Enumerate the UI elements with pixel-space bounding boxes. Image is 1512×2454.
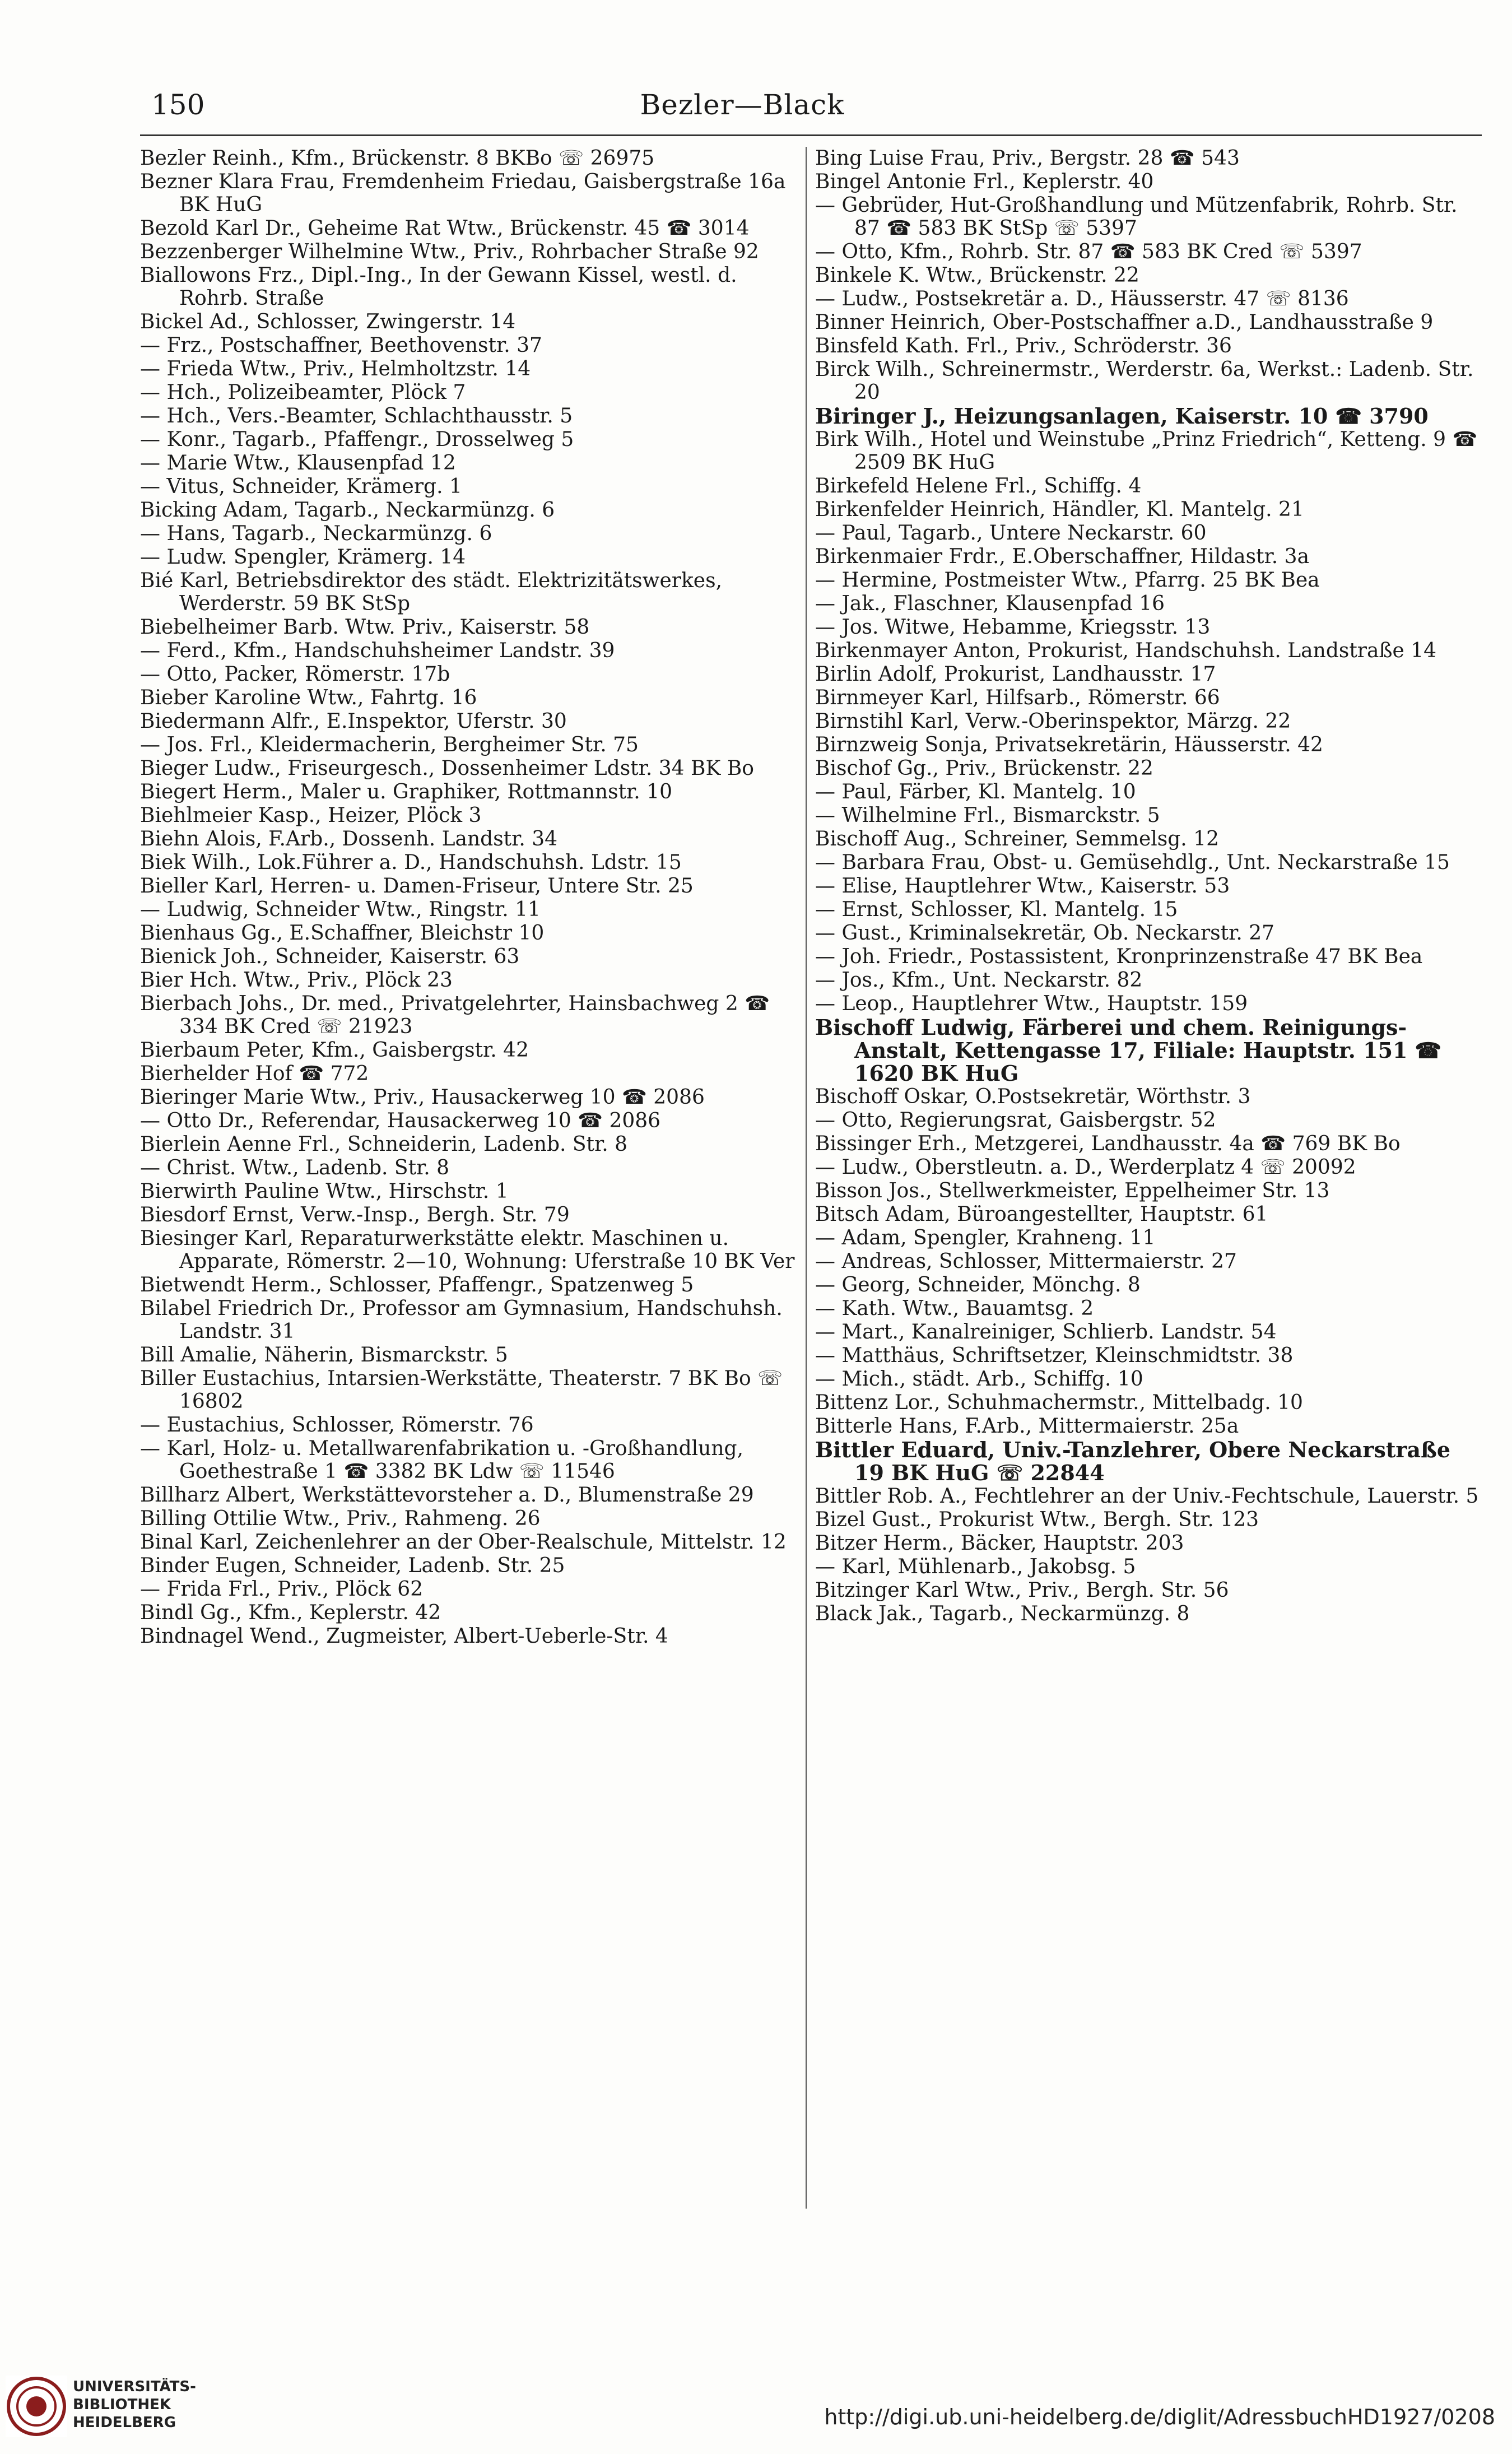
directory-entry: Bienhaus Gg., E.Schaffner, Bleichstr 10 bbox=[140, 922, 545, 945]
library-logo[interactable] bbox=[6, 2376, 241, 2443]
directory-entry: Bieger Ludw., Friseurgesch., Dossenheimer Ldstr. 34 BK Bo bbox=[140, 757, 754, 780]
directory-entry: Bietwendt Herm., Schlosser, Pfaffengr., Spatzenweg 5 bbox=[140, 1274, 694, 1296]
directory-entry: Birkenmaier Frdr., E.Oberschaffner, Hildastr. 3a bbox=[815, 545, 1310, 568]
directory-entry: — Vitus, Schneider, Krämerg. 1 bbox=[140, 475, 462, 498]
directory-entry: — Otto Dr., Referendar, Hausackerweg 10 ☎ 2086 bbox=[140, 1109, 661, 1132]
directory-entry: Bierbach Johs., Dr. med., Privatgelehrter, Hainsbachweg 2 ☎ 334 BK Cred ☏ 21923 bbox=[140, 992, 770, 1038]
library-logo-text bbox=[73, 2378, 196, 2432]
directory-entry: — Gebrüder, Hut-Großhandlung und Mützenfabrik, Rohrb. Str. 87 ☎ 583 BK StSp ☏ 5397 bbox=[815, 194, 1458, 240]
logo-line: BIBLIOTHEK bbox=[73, 2396, 171, 2413]
directory-entry: Bezold Karl Dr., Geheime Rat Wtw., Brückenstr. 45 ☎ 3014 bbox=[140, 217, 750, 240]
directory-entry: Bieber Karoline Wtw., Fahrtg. 16 bbox=[140, 686, 477, 709]
directory-entry: — Wilhelmine Frl., Bismarckstr. 5 bbox=[815, 804, 1160, 827]
directory-entry: Bischoff Ludwig, Färberei und chem. Reinigungs-Anstalt, Kettengasse 17, Filiale: Hauptstr. 151 ☎ 1620 BK HuG bbox=[815, 1015, 1442, 1086]
directory-entry: Bischoff Oskar, O.Postsekretär, Wörthstr. 3 bbox=[815, 1085, 1251, 1108]
directory-entry: — Barbara Frau, Obst- u. Gemüsehdlg., Unt. Neckarstraße 15 bbox=[815, 851, 1450, 874]
directory-entry: — Hch., Vers.-Beamter, Schlachthausstr. 5 bbox=[140, 405, 573, 427]
page-footer bbox=[0, 2353, 1512, 2454]
directory-entry: Biesdorf Ernst, Verw.-Insp., Bergh. Str. 79 bbox=[140, 1203, 570, 1226]
directory-entry: Billing Ottilie Wtw., Priv., Rahmeng. 26 bbox=[140, 1507, 541, 1530]
directory-entry: Billharz Albert, Werkstättevorsteher a. D., Blumenstraße 29 bbox=[140, 1484, 754, 1507]
directory-entry: — Andreas, Schlosser, Mittermaierstr. 27 bbox=[815, 1250, 1237, 1273]
library-seal-icon bbox=[6, 2376, 67, 2437]
directory-entry: Birkenfelder Heinrich, Händler, Kl. Mantelg. 21 bbox=[815, 498, 1304, 521]
directory-entry: — Matthäus, Schriftsetzer, Kleinschmidtstr. 38 bbox=[815, 1344, 1294, 1367]
directory-entry: — Mich., städt. Arb., Schiffg. 10 bbox=[815, 1368, 1143, 1391]
directory-entry: Biebelheimer Barb. Wtw. Priv., Kaiserstr. 58 bbox=[140, 616, 590, 639]
directory-entry: — Hans, Tagarb., Neckarmünzg. 6 bbox=[140, 522, 492, 545]
directory-entry: — Georg, Schneider, Mönchg. 8 bbox=[815, 1274, 1141, 1296]
column-divider bbox=[806, 147, 807, 2209]
directory-entry: Bieringer Marie Wtw., Priv., Hausackerweg 10 ☎ 2086 bbox=[140, 1086, 705, 1109]
directory-entry: — Hch., Polizeibeamter, Plöck 7 bbox=[140, 381, 466, 404]
directory-entry: Black Jak., Tagarb., Neckarmünzg. 8 bbox=[815, 1602, 1190, 1625]
directory-entry: Bissinger Erh., Metzgerei, Landhausstr. 4a ☎ 769 BK Bo bbox=[815, 1132, 1401, 1155]
directory-entry: Bittenz Lor., Schuhmachermstr., Mittelbadg. 10 bbox=[815, 1391, 1303, 1414]
directory-entry: Bierlein Aenne Frl., Schneiderin, Ladenb. Str. 8 bbox=[140, 1133, 628, 1156]
directory-entry: Biller Eustachius, Intarsien-Werkstätte, Theaterstr. 7 BK Bo ☏ 16802 bbox=[140, 1367, 783, 1413]
directory-entry: — Frieda Wtw., Priv., Helmholtzstr. 14 bbox=[140, 357, 531, 380]
directory-entry: Binner Heinrich, Ober-Postschaffner a.D., Landhausstraße 9 bbox=[815, 311, 1434, 334]
directory-entry: — Hermine, Postmeister Wtw., Pfarrg. 25 BK Bea bbox=[815, 569, 1320, 592]
directory-entry: — Joh. Friedr., Postassistent, Kronprinzenstraße 47 BK Bea bbox=[815, 945, 1423, 968]
directory-entry: Biallowons Frz., Dipl.-Ing., In der Gewann Kissel, westl. d. Rohrb. Straße bbox=[140, 264, 737, 310]
directory-entry: Bittler Eduard, Univ.-Tanzlehrer, Obere Neckarstraße 19 BK HuG ☏ 22844 bbox=[815, 1437, 1451, 1485]
directory-entry: Biedermann Alfr., E.Inspektor, Uferstr. 30 bbox=[140, 710, 567, 733]
directory-entry: Bierhelder Hof ☎ 772 bbox=[140, 1062, 369, 1085]
logo-line: HEIDELBERG bbox=[73, 2414, 176, 2431]
directory-entry: Bitzer Herm., Bäcker, Hauptstr. 203 bbox=[815, 1532, 1184, 1555]
directory-entry: — Adam, Spengler, Krahneng. 11 bbox=[815, 1226, 1156, 1249]
directory-entry: — Ernst, Schlosser, Kl. Mantelg. 15 bbox=[815, 898, 1178, 921]
directory-entry: — Mart., Kanalreiniger, Schlierb. Landstr. 54 bbox=[815, 1321, 1277, 1344]
directory-entry: Biehn Alois, F.Arb., Dossenh. Landstr. 34 bbox=[140, 828, 558, 850]
directory-entry: — Leop., Hauptlehrer Wtw., Hauptstr. 159 bbox=[815, 992, 1248, 1015]
directory-entry: Bieller Karl, Herren- u. Damen-Friseur, Untere Str. 25 bbox=[140, 875, 694, 898]
directory-entry: — Christ. Wtw., Ladenb. Str. 8 bbox=[140, 1156, 450, 1179]
directory-entry: Binkele K. Wtw., Brückenstr. 22 bbox=[815, 264, 1139, 287]
directory-entry: — Jos. Witwe, Hebamme, Kriegsstr. 13 bbox=[815, 616, 1211, 639]
directory-entry: — Ludw. Spengler, Krämerg. 14 bbox=[140, 546, 466, 569]
header-rule bbox=[140, 134, 1482, 136]
directory-entry: — Frida Frl., Priv., Plöck 62 bbox=[140, 1578, 424, 1601]
directory-entry: — Eustachius, Schlosser, Römerstr. 76 bbox=[140, 1414, 534, 1437]
directory-entry: Bitterle Hans, F.Arb., Mittermaierstr. 25a bbox=[815, 1415, 1239, 1438]
directory-entry: Bicking Adam, Tagarb., Neckarmünzg. 6 bbox=[140, 499, 555, 522]
directory-entry: Birnzweig Sonja, Privatsekretärin, Häusserstr. 42 bbox=[815, 733, 1323, 756]
logo-line: UNIVERSITÄTS- bbox=[73, 2378, 196, 2395]
directory-entry: Birlin Adolf, Prokurist, Landhausstr. 17 bbox=[815, 663, 1216, 686]
directory-entry: Birkenmayer Anton, Prokurist, Handschuhsh. Landstraße 14 bbox=[815, 639, 1437, 662]
directory-entry: Bezzenberger Wilhelmine Wtw., Priv., Rohrbacher Straße 92 bbox=[140, 240, 759, 263]
directory-entry: Bilabel Friedrich Dr., Professor am Gymnasium, Handschuhsh. Landstr. 31 bbox=[140, 1297, 783, 1343]
directory-entry: Bienick Joh., Schneider, Kaiserstr. 63 bbox=[140, 945, 520, 968]
directory-entry: Bischoff Aug., Schreiner, Semmelsg. 12 bbox=[815, 828, 1219, 850]
directory-entry: Birkefeld Helene Frl., Schiffg. 4 bbox=[815, 475, 1142, 498]
directory-entry: Biringer J., Heizungsanlagen, Kaiserstr. 10 ☎ 3790 bbox=[815, 403, 1429, 429]
directory-entry: Birck Wilh., Schreinermstr., Werderstr. 6a, Werkst.: Ladenb. Str. 20 bbox=[815, 358, 1474, 404]
running-head: Bezler—Black bbox=[640, 89, 845, 121]
directory-entry: — Ludw., Oberstleutn. a. D., Werderplatz 4 ☏ 20092 bbox=[815, 1156, 1356, 1179]
directory-entry: Bezner Klara Frau, Fremdenheim Friedau, Gaisbergstraße 16a BK HuG bbox=[140, 170, 786, 216]
page-header bbox=[140, 84, 1344, 123]
directory-entry: Bitzinger Karl Wtw., Priv., Bergh. Str. 56 bbox=[815, 1579, 1229, 1602]
source-url[interactable]: http://digi.ub.uni-heidelberg.de/diglit/AdressbuchHD1927/0208 bbox=[824, 2405, 1495, 2429]
directory-entry: Bindl Gg., Kfm., Keplerstr. 42 bbox=[140, 1601, 441, 1624]
directory-entry: Binal Karl, Zeichenlehrer an der Ober-Realschule, Mittelstr. 12 bbox=[140, 1531, 787, 1554]
directory-entry: Bier Hch. Wtw., Priv., Plöck 23 bbox=[140, 969, 453, 992]
directory-entry: Binder Eugen, Schneider, Ladenb. Str. 25 bbox=[140, 1554, 565, 1577]
directory-entry: Birk Wilh., Hotel und Weinstube „Prinz Friedrich“, Ketteng. 9 ☎ 2509 BK HuG bbox=[815, 428, 1478, 474]
directory-entry: Bischof Gg., Priv., Brückenstr. 22 bbox=[815, 757, 1153, 780]
directory-entry: — Jos., Kfm., Unt. Neckarstr. 82 bbox=[815, 969, 1143, 992]
directory-entry: — Karl, Holz- u. Metallwarenfabrikation u. -Großhandlung, Goethestraße 1 ☎ 3382 BK Ldw ☏ 11546 bbox=[140, 1437, 744, 1483]
directory-entry: Biegert Herm., Maler u. Graphiker, Rottmannstr. 10 bbox=[140, 780, 672, 803]
directory-entry: — Karl, Mühlenarb., Jakobsg. 5 bbox=[815, 1555, 1136, 1578]
right-column bbox=[815, 147, 1485, 2209]
directory-entry: Bindnagel Wend., Zugmeister, Albert-Ueberle-Str. 4 bbox=[140, 1625, 668, 1648]
directory-entry: — Ludw., Postsekretär a. D., Häusserstr. 47 ☏ 8136 bbox=[815, 287, 1349, 310]
directory-entry: Bié Karl, Betriebsdirektor des städt. Elektrizitätswerkes, Werderstr. 59 BK StSp bbox=[140, 569, 723, 615]
directory-entry: Bitsch Adam, Büroangestellter, Hauptstr. 61 bbox=[815, 1203, 1268, 1226]
directory-entry: Bittler Rob. A., Fechtlehrer an der Univ.-Fechtschule, Lauerstr. 5 bbox=[815, 1485, 1479, 1508]
directory-entry: Birnmeyer Karl, Hilfsarb., Römerstr. 66 bbox=[815, 686, 1220, 709]
directory-entry: — Paul, Färber, Kl. Mantelg. 10 bbox=[815, 780, 1136, 803]
directory-entry: — Jos. Frl., Kleidermacherin, Bergheimer Str. 75 bbox=[140, 733, 639, 756]
directory-entry: — Konr., Tagarb., Pfaffengr., Drosselweg 5 bbox=[140, 428, 574, 451]
directory-entry: Bickel Ad., Schlosser, Zwingerstr. 14 bbox=[140, 310, 516, 333]
directory-entry: Binsfeld Kath. Frl., Priv., Schröderstr. 36 bbox=[815, 334, 1232, 357]
directory-entry: Bingel Antonie Frl., Keplerstr. 40 bbox=[815, 170, 1154, 193]
directory-entry: Biehlmeier Kasp., Heizer, Plöck 3 bbox=[140, 804, 482, 827]
directory-entry: Biesinger Karl, Reparaturwerkstätte elektr. Maschinen u. Apparate, Römerstr. 2—10, Wohnung: Uferstraße 10 BK Ver bbox=[140, 1227, 795, 1273]
left-column bbox=[140, 147, 809, 2209]
directory-entry: Bierwirth Pauline Wtw., Hirschstr. 1 bbox=[140, 1180, 509, 1203]
directory-entry: — Ludwig, Schneider Wtw., Ringstr. 11 bbox=[140, 898, 541, 921]
directory-entry: — Paul, Tagarb., Untere Neckarstr. 60 bbox=[815, 522, 1207, 545]
directory-entry: — Kath. Wtw., Bauamtsg. 2 bbox=[815, 1297, 1094, 1320]
directory-entry: — Marie Wtw., Klausenpfad 12 bbox=[140, 452, 456, 475]
directory-entry: — Elise, Hauptlehrer Wtw., Kaiserstr. 53 bbox=[815, 875, 1230, 898]
directory-entry: Bill Amalie, Näherin, Bismarckstr. 5 bbox=[140, 1344, 508, 1367]
directory-entry: Biek Wilh., Lok.Führer a. D., Handschuhsh. Ldstr. 15 bbox=[140, 851, 682, 874]
directory-entry: Bezler Reinh., Kfm., Brückenstr. 8 BKBo ☏ 26975 bbox=[140, 147, 655, 170]
directory-entry: — Frz., Postschaffner, Beethovenstr. 37 bbox=[140, 334, 542, 357]
directory-entry: Birnstihl Karl, Verw.-Oberinspektor, Märzg. 22 bbox=[815, 710, 1291, 733]
directory-entry: Bing Luise Frau, Priv., Bergstr. 28 ☎ 543 bbox=[815, 147, 1240, 170]
directory-entry: Bizel Gust., Prokurist Wtw., Bergh. Str. 123 bbox=[815, 1508, 1259, 1531]
directory-entry: — Otto, Packer, Römerstr. 17b bbox=[140, 663, 450, 686]
page-number: 150 bbox=[151, 89, 205, 121]
directory-entry: — Jak., Flaschner, Klausenpfad 16 bbox=[815, 592, 1165, 615]
directory-entry: — Otto, Kfm., Rohrb. Str. 87 ☎ 583 BK Cred ☏ 5397 bbox=[815, 240, 1362, 263]
directory-entry: Bierbaum Peter, Kfm., Gaisbergstr. 42 bbox=[140, 1039, 529, 1062]
directory-entry: — Gust., Kriminalsekretär, Ob. Neckarstr. 27 bbox=[815, 922, 1275, 945]
directory-entry: Bisson Jos., Stellwerkmeister, Eppelheimer Str. 13 bbox=[815, 1179, 1330, 1202]
directory-entry: — Otto, Regierungsrat, Gaisbergstr. 52 bbox=[815, 1109, 1216, 1132]
directory-entry: — Ferd., Kfm., Handschuhsheimer Landstr. 39 bbox=[140, 639, 615, 662]
